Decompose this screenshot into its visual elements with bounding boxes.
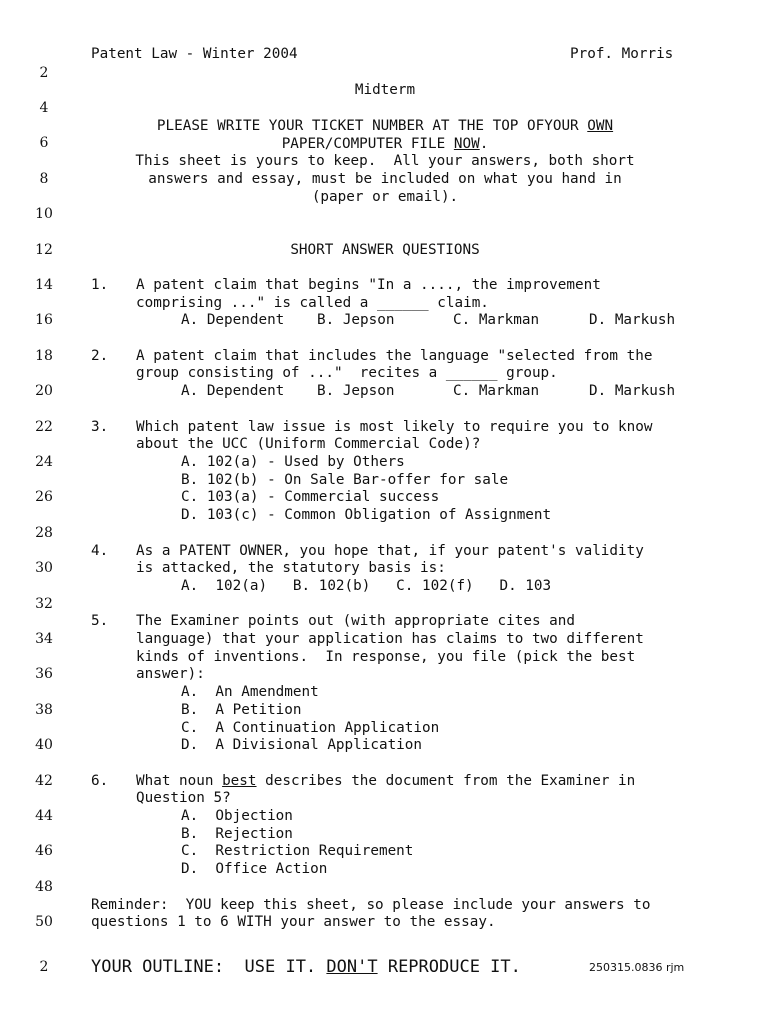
question-text: The Examiner points out (with appropriate cites and bbox=[136, 613, 575, 629]
question-number: 4. bbox=[91, 543, 109, 559]
answer-option: A. An Amendment bbox=[181, 684, 319, 700]
instruction-line: answers and essay, must be included on what you hand in bbox=[148, 171, 622, 187]
line-number: 10 bbox=[35, 206, 53, 222]
answer-option: B. A Petition bbox=[181, 702, 302, 718]
line-number: 20 bbox=[35, 383, 53, 399]
answer-option: B. Jepson bbox=[317, 312, 395, 328]
line-number: 16 bbox=[35, 312, 53, 328]
answer-option: C. Markman bbox=[453, 383, 540, 399]
professor-name: Prof. Morris bbox=[570, 46, 674, 62]
question-text: Question 5? bbox=[136, 790, 231, 806]
line-number: 42 bbox=[35, 773, 53, 789]
question-text: kinds of inventions. In response, you file (pick the best bbox=[136, 649, 636, 665]
question-text: What noun best describes the document from the Examiner in bbox=[136, 773, 636, 789]
line-number: 2 bbox=[39, 65, 49, 81]
line-number: 44 bbox=[35, 808, 53, 824]
answer-option: D. Office Action bbox=[181, 861, 328, 877]
answer-option: D. 103(c) - Common Obligation of Assignment bbox=[181, 507, 552, 523]
instruction-line: PLEASE WRITE YOUR TICKET NUMBER AT THE TOP OFYOUR OWN bbox=[156, 118, 614, 134]
question-text: comprising ..." is called a ______ claim. bbox=[136, 295, 489, 311]
line-number: 40 bbox=[35, 737, 53, 753]
line-number: 30 bbox=[35, 560, 53, 576]
question-number: 2. bbox=[91, 348, 109, 364]
answer-option: B. 102(b) - On Sale Bar-offer for sale bbox=[181, 472, 509, 488]
line-number: 8 bbox=[39, 171, 49, 187]
answer-option: C. Markman bbox=[453, 312, 540, 328]
answer-option: D. Markush bbox=[589, 312, 676, 328]
instruction-line: PAPER/COMPUTER FILE NOW. bbox=[281, 136, 489, 152]
line-number: 36 bbox=[35, 666, 53, 682]
answer-option: C. A Continuation Application bbox=[181, 720, 440, 736]
course-title: Patent Law - Winter 2004 bbox=[91, 46, 298, 62]
line-number: 14 bbox=[35, 277, 53, 293]
footer-page-number: 2 bbox=[39, 959, 49, 975]
line-number: 34 bbox=[35, 631, 53, 647]
question-text: is attacked, the statutory basis is: bbox=[136, 560, 446, 576]
answer-option: B. Jepson bbox=[317, 383, 395, 399]
line-number: 12 bbox=[35, 242, 53, 258]
question-text: A patent claim that includes the language "selected from the bbox=[136, 348, 653, 364]
instruction-line: This sheet is yours to keep. All your answers, both short bbox=[135, 153, 635, 169]
answer-option: A. Dependent bbox=[181, 383, 285, 399]
answer-option: D. A Divisional Application bbox=[181, 737, 423, 753]
question-number: 5. bbox=[91, 613, 109, 629]
question-text: answer): bbox=[136, 666, 205, 682]
line-number: 48 bbox=[35, 879, 53, 895]
question-number: 3. bbox=[91, 419, 109, 435]
line-number: 24 bbox=[35, 454, 53, 470]
answer-option: C. Restriction Requirement bbox=[181, 843, 414, 859]
line-number: 26 bbox=[35, 489, 53, 505]
answer-option: D. Markush bbox=[589, 383, 676, 399]
footer-outline-notice: YOUR OUTLINE: USE IT. DON'T REPRODUCE IT. bbox=[91, 957, 521, 977]
instruction-line: (paper or email). bbox=[311, 189, 459, 205]
question-text: As a PATENT OWNER, you hope that, if your patent's validity bbox=[136, 543, 644, 559]
answer-options-line: A. 102(a) B. 102(b) C. 102(f) D. 103 bbox=[181, 578, 552, 594]
line-number: 28 bbox=[35, 525, 53, 541]
line-number: 50 bbox=[35, 914, 53, 930]
answer-option: A. Objection bbox=[181, 808, 293, 824]
line-number: 32 bbox=[35, 596, 53, 612]
page-title: Midterm bbox=[354, 82, 416, 98]
answer-option: C. 103(a) - Commercial success bbox=[181, 489, 440, 505]
line-number: 46 bbox=[35, 843, 53, 859]
reminder-line: Reminder: YOU keep this sheet, so please include your answers to bbox=[91, 897, 651, 913]
question-text: language) that your application has claims to two different bbox=[136, 631, 644, 647]
line-number: 22 bbox=[35, 419, 53, 435]
question-text: Which patent law issue is most likely to require you to know bbox=[136, 419, 653, 435]
line-number: 38 bbox=[35, 702, 53, 718]
line-number: 4 bbox=[39, 100, 49, 116]
question-text: group consisting of ..." recites a ______ group. bbox=[136, 365, 558, 381]
answer-option: A. 102(a) - Used by Others bbox=[181, 454, 405, 470]
question-number: 6. bbox=[91, 773, 109, 789]
line-number: 6 bbox=[39, 135, 49, 151]
question-number: 1. bbox=[91, 277, 109, 293]
answer-option: B. Rejection bbox=[181, 826, 293, 842]
question-text: about the UCC (Uniform Commercial Code)? bbox=[136, 436, 481, 452]
answer-option: A. Dependent bbox=[181, 312, 285, 328]
reminder-line: questions 1 to 6 WITH your answer to the essay. bbox=[91, 914, 496, 930]
line-number: 18 bbox=[35, 348, 53, 364]
footer-stamp: 250315.0836 rjm bbox=[589, 961, 685, 974]
question-text: A patent claim that begins "In a ...., the improvement bbox=[136, 277, 601, 293]
section-heading: SHORT ANSWER QUESTIONS bbox=[290, 242, 480, 258]
